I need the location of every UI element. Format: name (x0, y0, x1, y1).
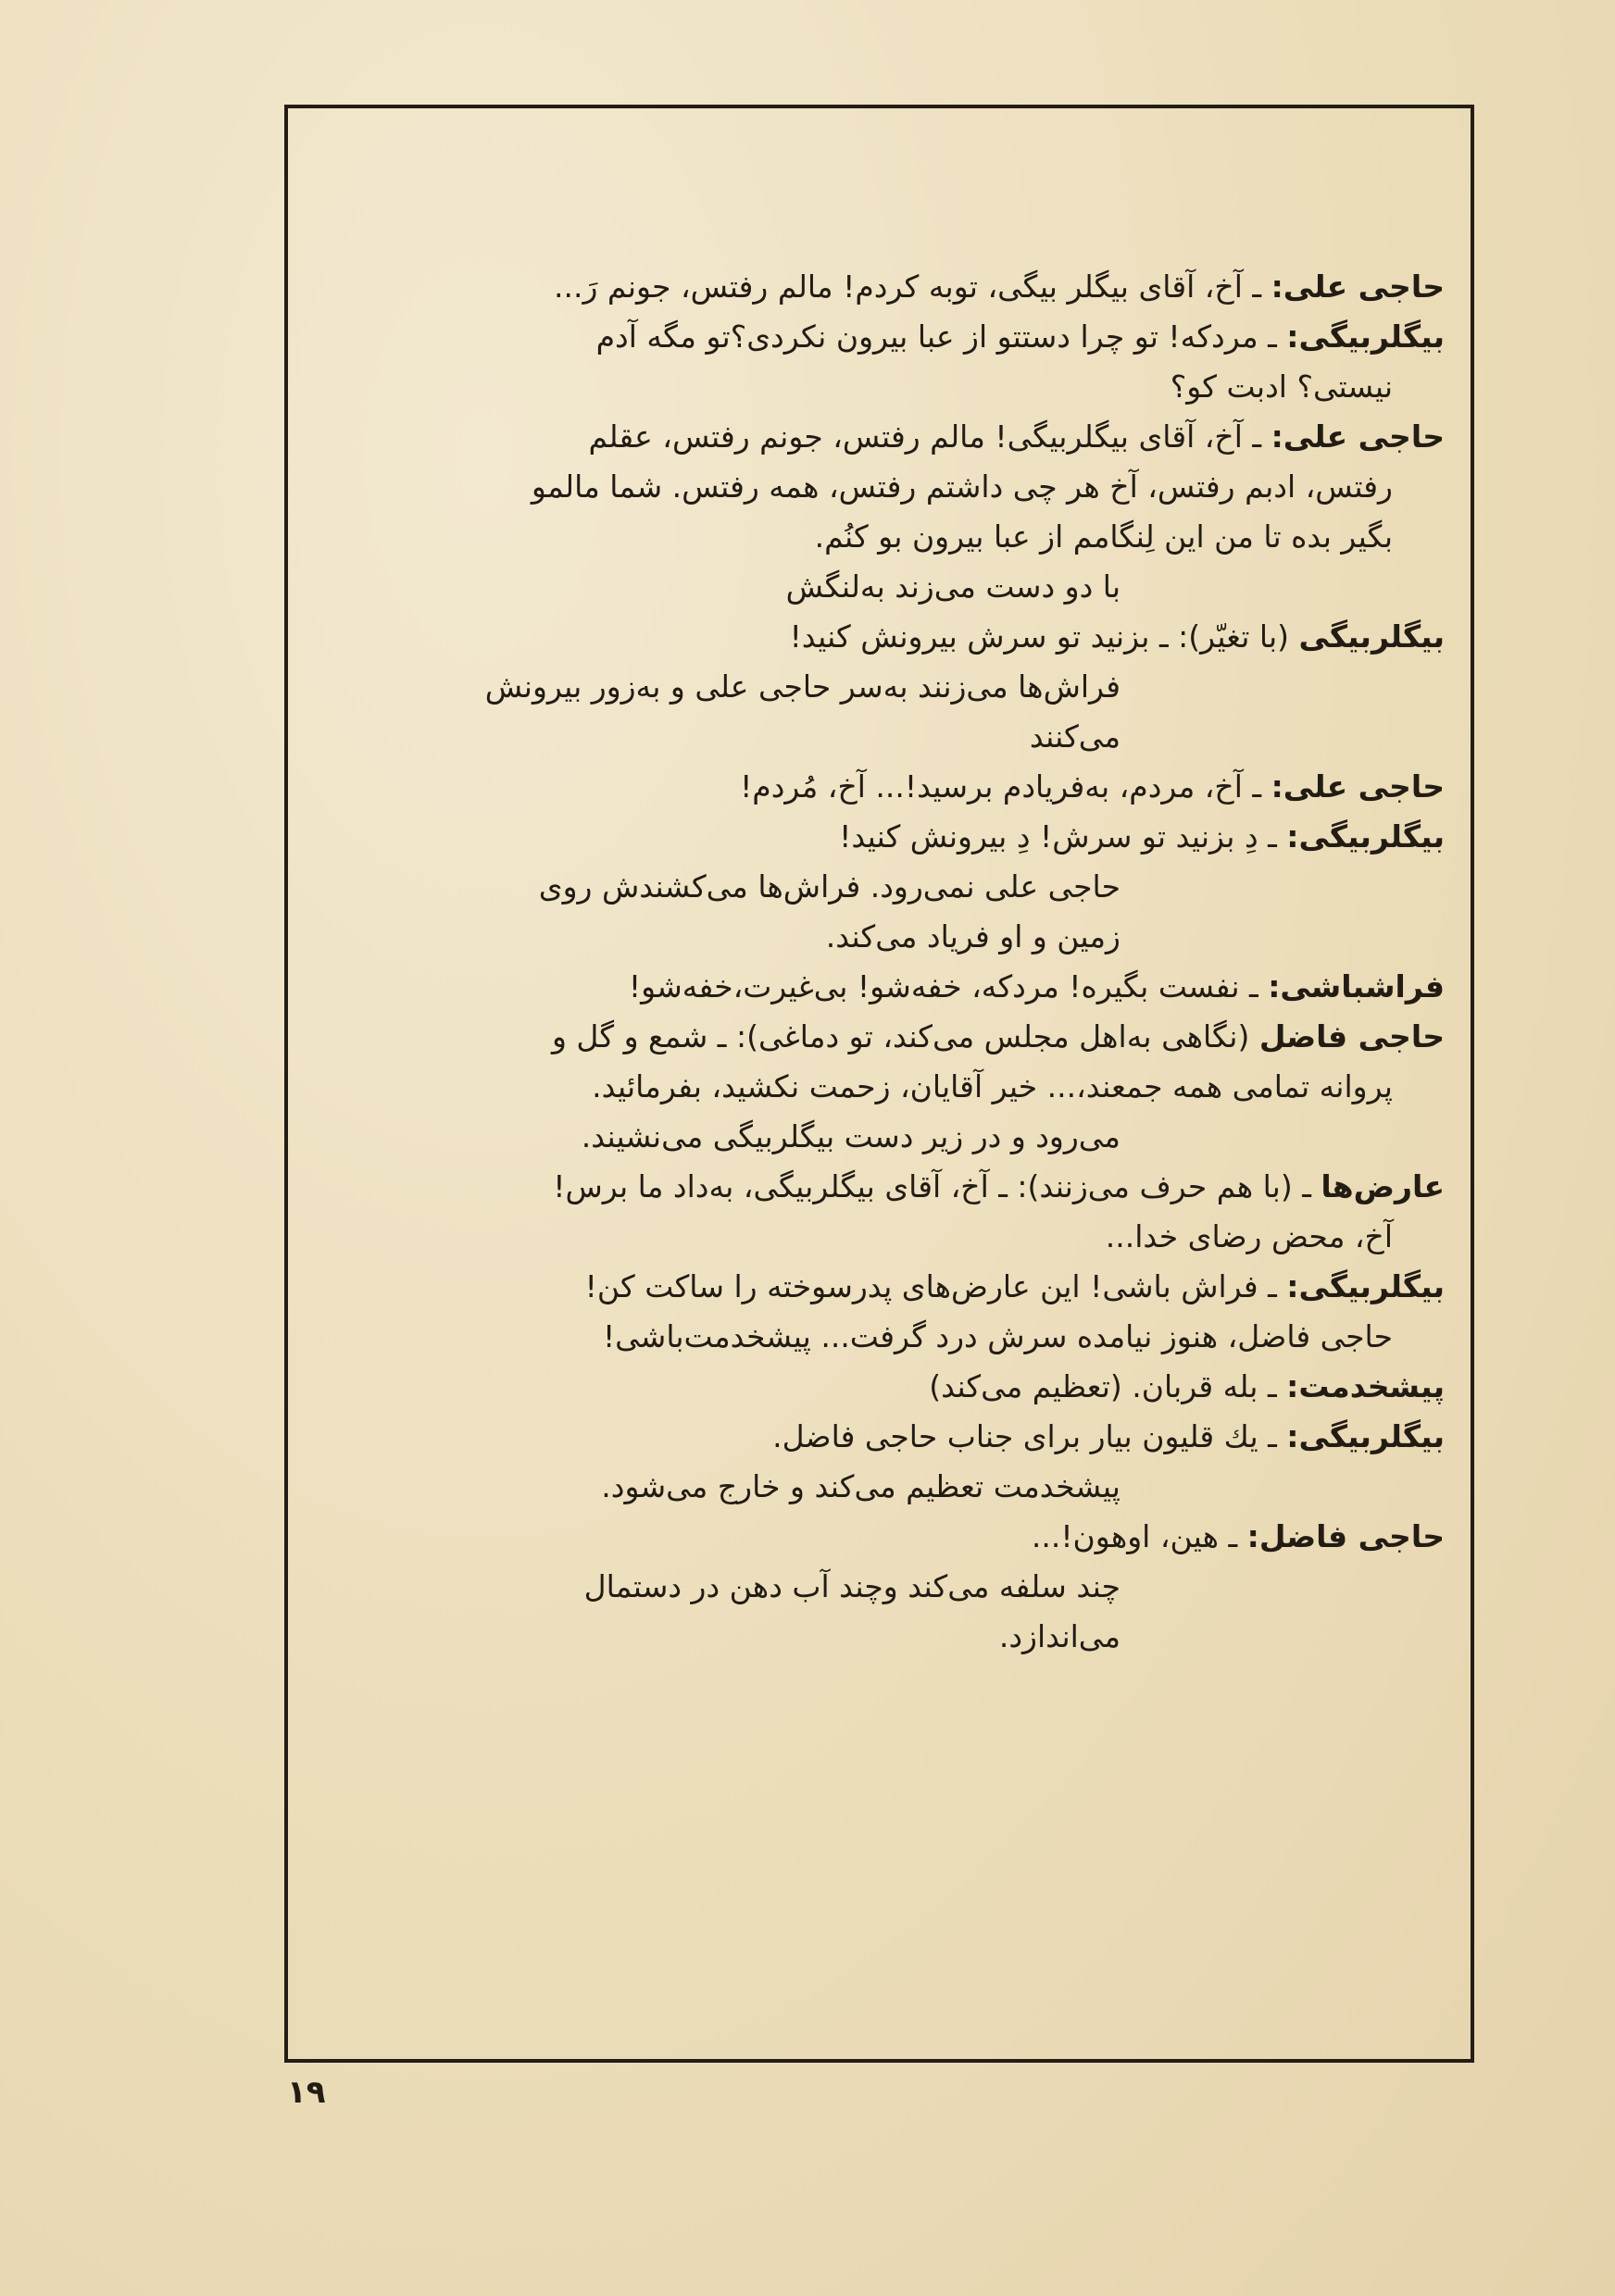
line-text: فراش‌ها می‌زنند به‌سر حاجی علی و به‌زور بیرونش (484, 668, 1120, 705)
line-text: ـ مردکه! تو چرا دستتو از عبا بیرون نکردی؟تو مگه آدم (595, 318, 1287, 355)
line-text: زمین و او فریاد می‌کند. (825, 918, 1120, 955)
line-text: می‌رود و در زیر دست بیگلربیگی می‌نشیند. (581, 1118, 1120, 1154)
dialogue-line (324, 412, 1445, 462)
speaker-name: حاجی علی: (1271, 268, 1445, 305)
play-text (324, 262, 1445, 1662)
line-text: آخ، محض رضای خدا... (1105, 1218, 1393, 1254)
speaker-name: حاجی علی: (1271, 418, 1445, 455)
stage-direction (324, 662, 1445, 712)
continuation-line (324, 512, 1445, 562)
stage-direction (324, 1562, 1445, 1612)
speaker-name: بیگلربیگی: (1286, 1418, 1445, 1454)
dialogue-line (324, 1512, 1445, 1562)
dialogue-line (324, 962, 1445, 1012)
dialogue-line (324, 612, 1445, 662)
line-text: می‌کنند (1029, 718, 1120, 755)
speaker-name: بیگلربیگی: (1286, 818, 1445, 855)
stage-direction (324, 862, 1445, 912)
dialogue-line (324, 312, 1445, 362)
dialogue-line (324, 1412, 1445, 1462)
line-text: نیستی؟ ادبت کو؟ (1170, 368, 1393, 405)
speaker-name: بیگلربیگی (1298, 618, 1445, 655)
stage-direction (324, 1462, 1445, 1512)
continuation-line (324, 1062, 1445, 1112)
line-text: ـ یك قلیون بیار برای جناب حاجی فاضل. (772, 1418, 1287, 1454)
stage-direction (324, 562, 1445, 612)
speaker-name: فراشباشی: (1268, 968, 1445, 1004)
continuation-line (324, 1212, 1445, 1262)
line-text: ـ بله قربان. (تعظیم می‌کند) (929, 1368, 1287, 1404)
line-text: می‌اندازد. (998, 1618, 1120, 1654)
speaker-name: عارض‌ها (1321, 1168, 1445, 1204)
dialogue-line (324, 1162, 1445, 1212)
line-text: (با تغیّر): ـ بزنید تو سرش بیرونش کنید! (789, 618, 1299, 655)
line-text: ـ نفست بگیره! مردکه، خفه‌شو! بی‌غیرت،خفه‌شو! (628, 968, 1269, 1004)
line-text: با دو دست می‌زند به‌لنگش (785, 568, 1120, 605)
line-text: بگیر بده تا من این لِنگامم از عبا بیرون بو کنُم. (814, 518, 1393, 555)
stage-direction (324, 912, 1445, 962)
line-text: ـ دِ بزنید تو سرش! دِ بیرونش کنید! (839, 818, 1287, 855)
dialogue-line (324, 812, 1445, 862)
speaker-name: بیگلربیگی: (1286, 318, 1445, 355)
continuation-line (324, 362, 1445, 412)
speaker-name: پیشخدمت: (1286, 1368, 1445, 1404)
speaker-name: حاجی فاضل: (1246, 1518, 1445, 1554)
dialogue-line (324, 1012, 1445, 1062)
speaker-name: حاجی فاضل (1258, 1018, 1445, 1054)
stage-direction (324, 1612, 1445, 1662)
line-text: پیشخدمت تعظیم می‌کند و خارج می‌شود. (601, 1468, 1120, 1504)
line-text: ـ (با هم حرف می‌زنند): ـ آخ، آقای بیگلربیگی، به‌داد ما برس! (553, 1168, 1321, 1204)
dialogue-line (324, 262, 1445, 312)
continuation-line (324, 1312, 1445, 1362)
line-text: چند سلفه می‌کند وچند آب دهن در دستمال (583, 1568, 1120, 1604)
speaker-name: بیگلربیگی: (1286, 1268, 1445, 1304)
stage-direction (324, 712, 1445, 762)
continuation-line (324, 462, 1445, 512)
speaker-name: حاجی علی: (1271, 768, 1445, 805)
page-number: ۱۹ (287, 2074, 326, 2111)
stage-direction (324, 1112, 1445, 1162)
line-text: (نگاهی به‌اهل مجلس می‌کند، تو دماغی): ـ شمع و گل و (551, 1018, 1259, 1054)
dialogue-line (324, 762, 1445, 812)
line-text: ـ آخ، مردم، به‌فریادم برسید!... آخ، مُردم! (740, 768, 1271, 805)
line-text: حاجی علی نمی‌رود. فراش‌ها می‌کشندش روی (538, 868, 1120, 905)
line-text: رفتس، ادبم رفتس، آخ هر چی داشتم رفتس، همه رفتس. شما مالمو (531, 468, 1393, 505)
line-text: ـ آخ، آقای بیگلر بیگی، توبه کردم! مالم رفتس، جونم رَ... (554, 268, 1271, 305)
line-text: ـ فراش باشی! این عارض‌های پدرسوخته را ساکت کن! (584, 1268, 1287, 1304)
line-text: پروانه تمامی همه جمعند،... خیر آقایان، زحمت نکشید، بفرمائید. (592, 1068, 1393, 1104)
line-text: ـ آخ، آقای بیگلربیگی! مالم رفتس، جونم رفتس، عقلم (588, 418, 1271, 455)
dialogue-line (324, 1262, 1445, 1312)
dialogue-line (324, 1362, 1445, 1412)
line-text: ـ هین، اوهون!... (1031, 1518, 1247, 1554)
line-text: حاجی فاضل، هنوز نیامده سرش درد گرفت... پیشخدمت‌باشی! (602, 1318, 1393, 1354)
